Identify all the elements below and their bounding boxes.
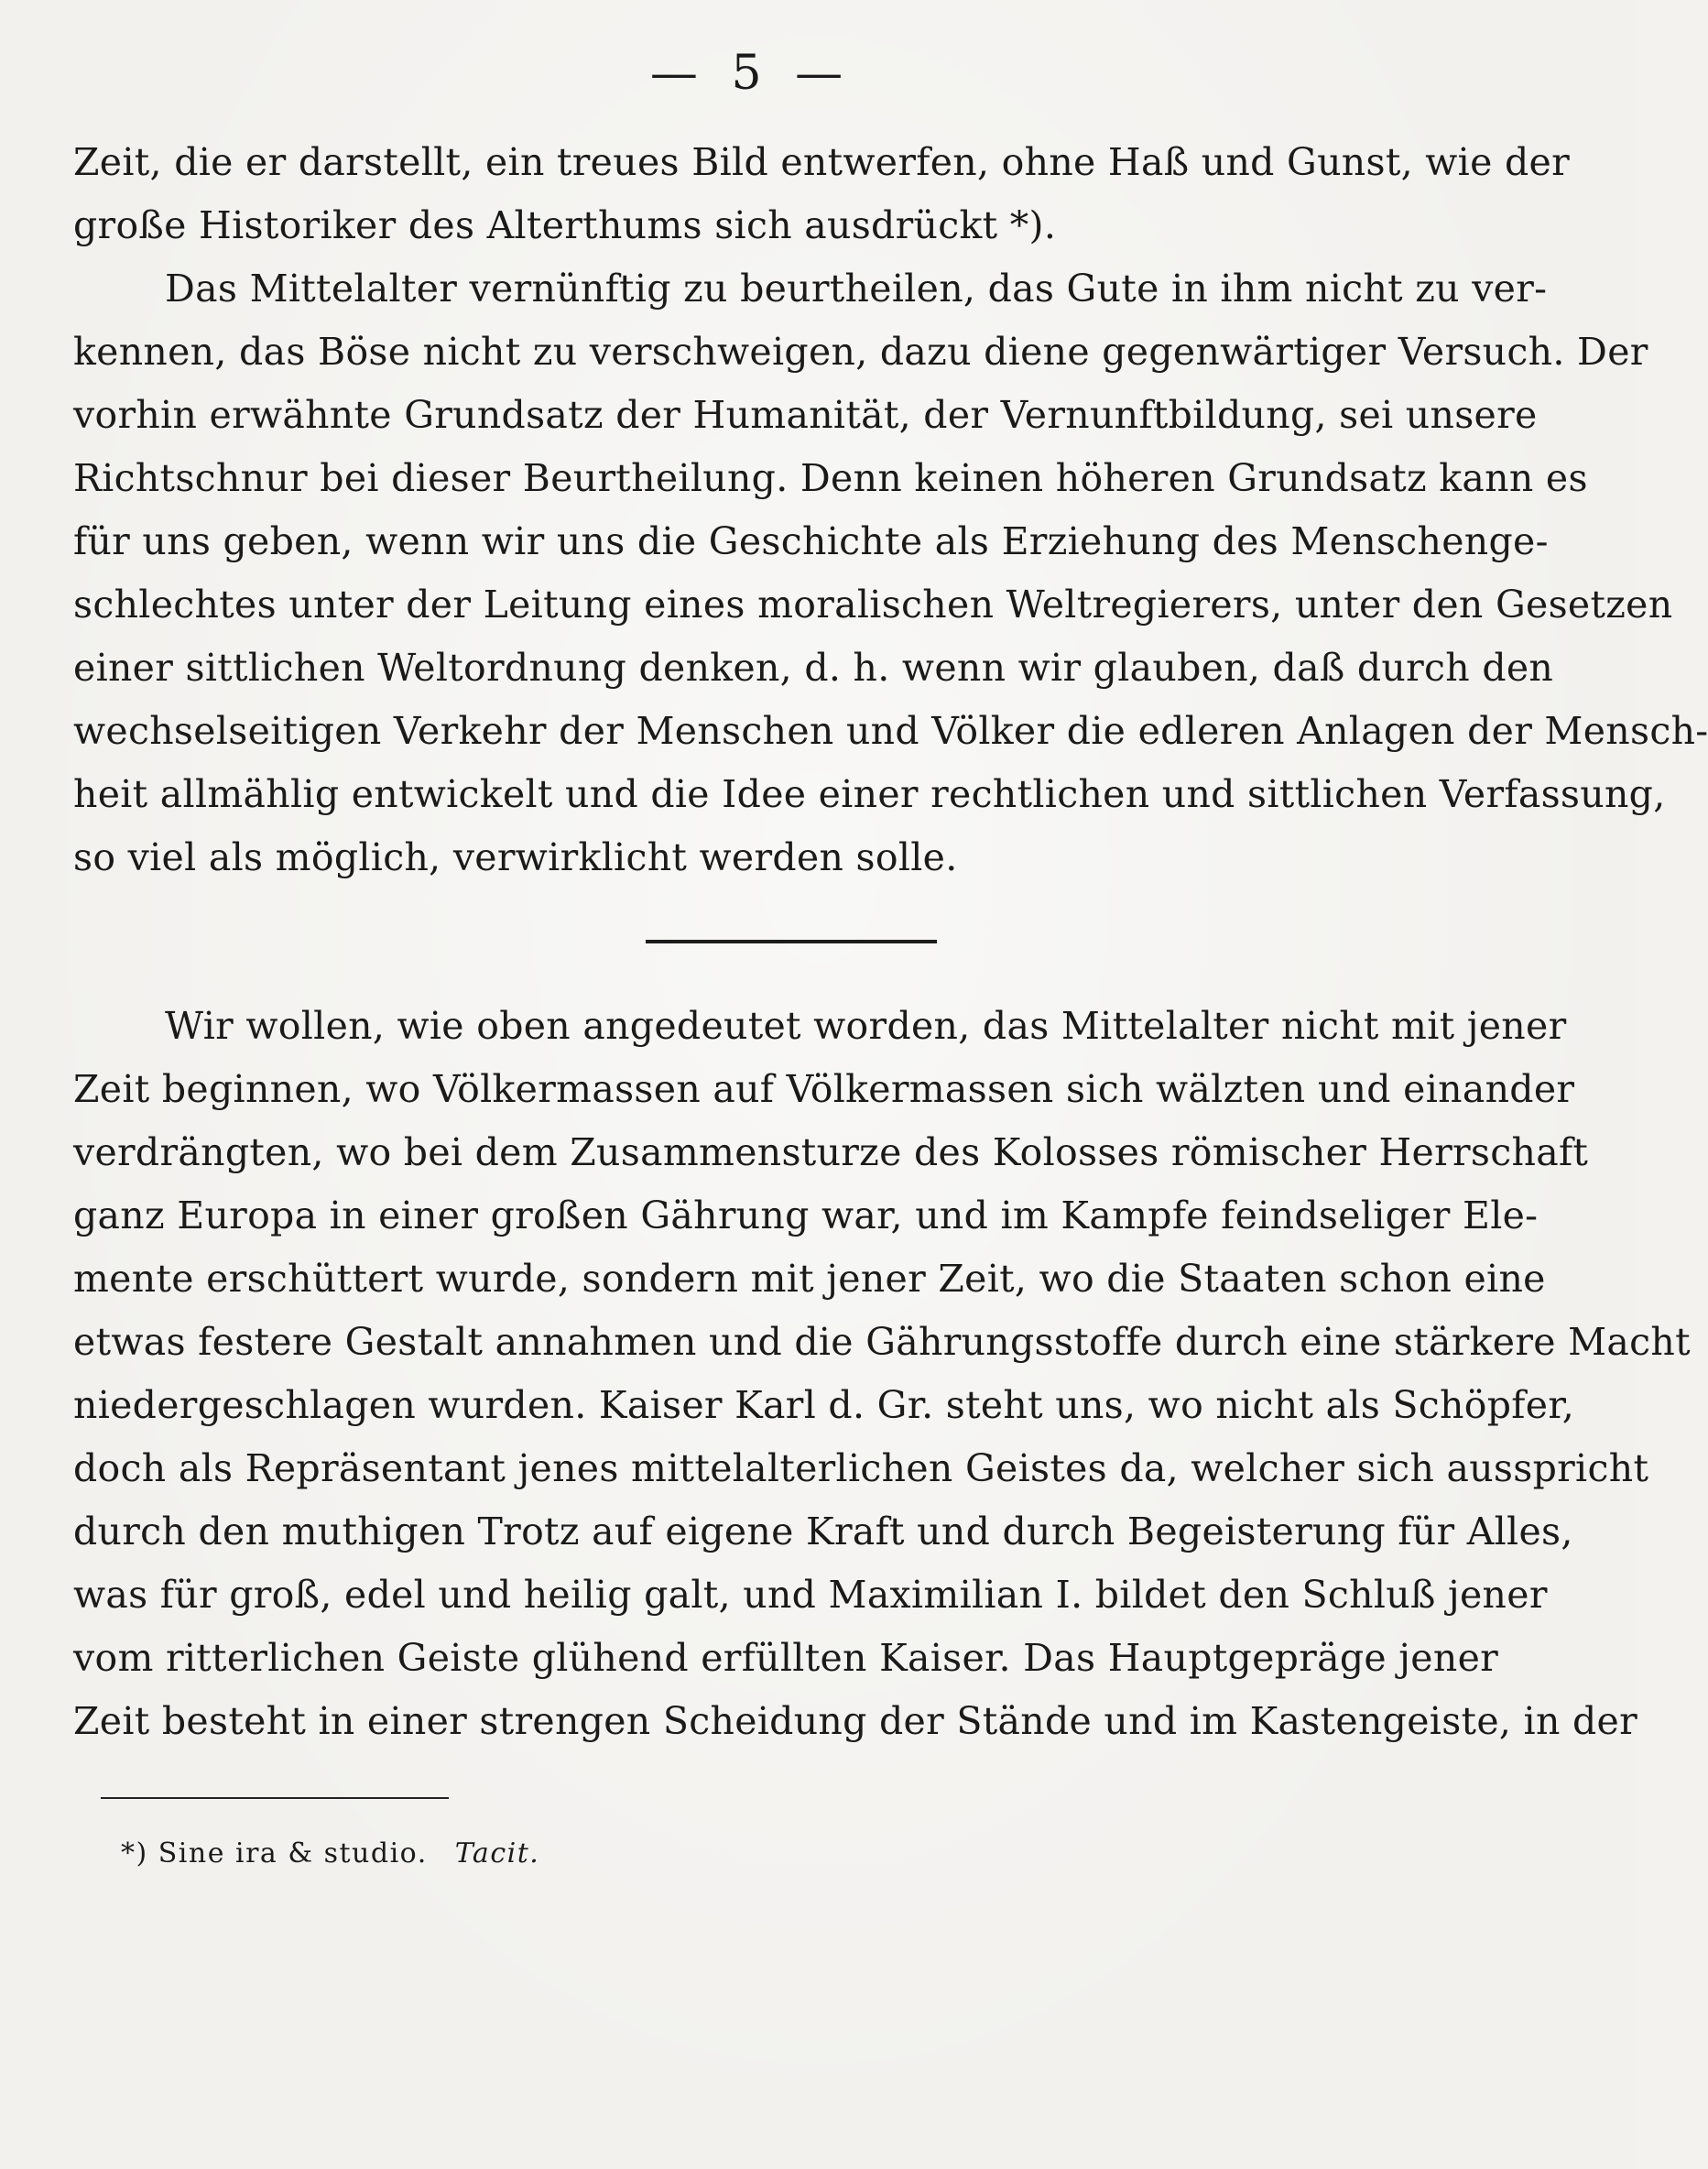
footnote-divider bbox=[101, 1797, 449, 1799]
text-line: wechselseitigen Verkehr der Menschen und Völker die edleren Anlagen der Mensch- bbox=[73, 709, 1708, 753]
section-divider bbox=[646, 940, 937, 943]
text-line: was für groß, edel und heilig galt, und Maximilian I. bildet den Schluß jener bbox=[73, 1573, 1548, 1617]
text-line: Wir wollen, wie oben angedeutet worden, das Mittelalter nicht mit jener bbox=[165, 1004, 1567, 1048]
text-line: verdrängten, wo bei dem Zusammensturze des Kolosses römischer Herrschaft bbox=[73, 1130, 1589, 1174]
text-line: vom ritterlichen Geiste glühend erfüllten Kaiser. Das Hauptgepräge jener bbox=[73, 1636, 1499, 1680]
text-line: heit allmählig entwickelt und die Idee einer rechtlichen und sittlichen Verfassung, bbox=[73, 772, 1666, 816]
text-line: doch als Repräsentant jenes mittelalterlichen Geistes da, welcher sich ausspricht bbox=[73, 1446, 1649, 1490]
page-number: — 5 — bbox=[649, 46, 853, 101]
text-line: vorhin erwähnte Grundsatz der Humanität, der Vernunftbildung, sei unsere bbox=[73, 393, 1538, 437]
text-line: einer sittlichen Weltordnung denken, d. h. wenn wir glauben, daß durch den bbox=[73, 646, 1554, 690]
text-line: Richtschnur bei dieser Beurtheilung. Denn keinen höheren Grundsatz kann es bbox=[73, 456, 1588, 500]
text-line: mente erschüttert wurde, sondern mit jener Zeit, wo die Staaten schon eine bbox=[73, 1257, 1546, 1301]
text-block-lower bbox=[73, 995, 1691, 1753]
text-line: so viel als möglich, verwirklicht werden solle. bbox=[73, 835, 958, 879]
text-line: Zeit besteht in einer strengen Scheidung der Stände und im Kastengeiste, in der bbox=[73, 1699, 1638, 1743]
text-line: kennen, das Böse nicht zu verschweigen, dazu diene gegenwärtiger Versuch. Der bbox=[73, 330, 1648, 374]
footnote bbox=[121, 1837, 539, 1869]
footnote-author: Tacit. bbox=[454, 1837, 540, 1869]
text-line: Zeit beginnen, wo Völkermassen auf Völkermassen sich wälzten und einander bbox=[73, 1067, 1575, 1111]
text-line: durch den muthigen Trotz auf eigene Kraft und durch Begeisterung für Alles, bbox=[73, 1510, 1573, 1553]
text-line: etwas festere Gestalt annahmen und die Gährungsstoffe durch eine stärkere Macht bbox=[73, 1320, 1691, 1364]
text-line: niedergeschlagen wurden. Kaiser Karl d. Gr. steht uns, wo nicht als Schöpfer, bbox=[73, 1383, 1575, 1427]
text-line: schlechtes unter der Leitung eines moralischen Weltregierers, unter den Gesetzen bbox=[73, 583, 1673, 627]
text-line: große Historiker des Alterthums sich ausdrückt *). bbox=[73, 203, 1057, 247]
text-line: für uns geben, wenn wir uns die Geschichte als Erziehung des Menschenge- bbox=[73, 519, 1549, 563]
text-line: Zeit, die er darstellt, ein treues Bild entwerfen, ohne Haß und Gunst, wie der bbox=[73, 140, 1570, 184]
text-block-upper bbox=[73, 131, 1708, 889]
text-line: ganz Europa in einer großen Gährung war, und im Kampfe feindseliger Ele- bbox=[73, 1193, 1539, 1237]
text-line: Das Mittelalter vernünftig zu beurtheilen, das Gute in ihm nicht zu ver- bbox=[165, 267, 1548, 311]
footnote-text: *) Sine ira & studio. bbox=[121, 1837, 428, 1869]
